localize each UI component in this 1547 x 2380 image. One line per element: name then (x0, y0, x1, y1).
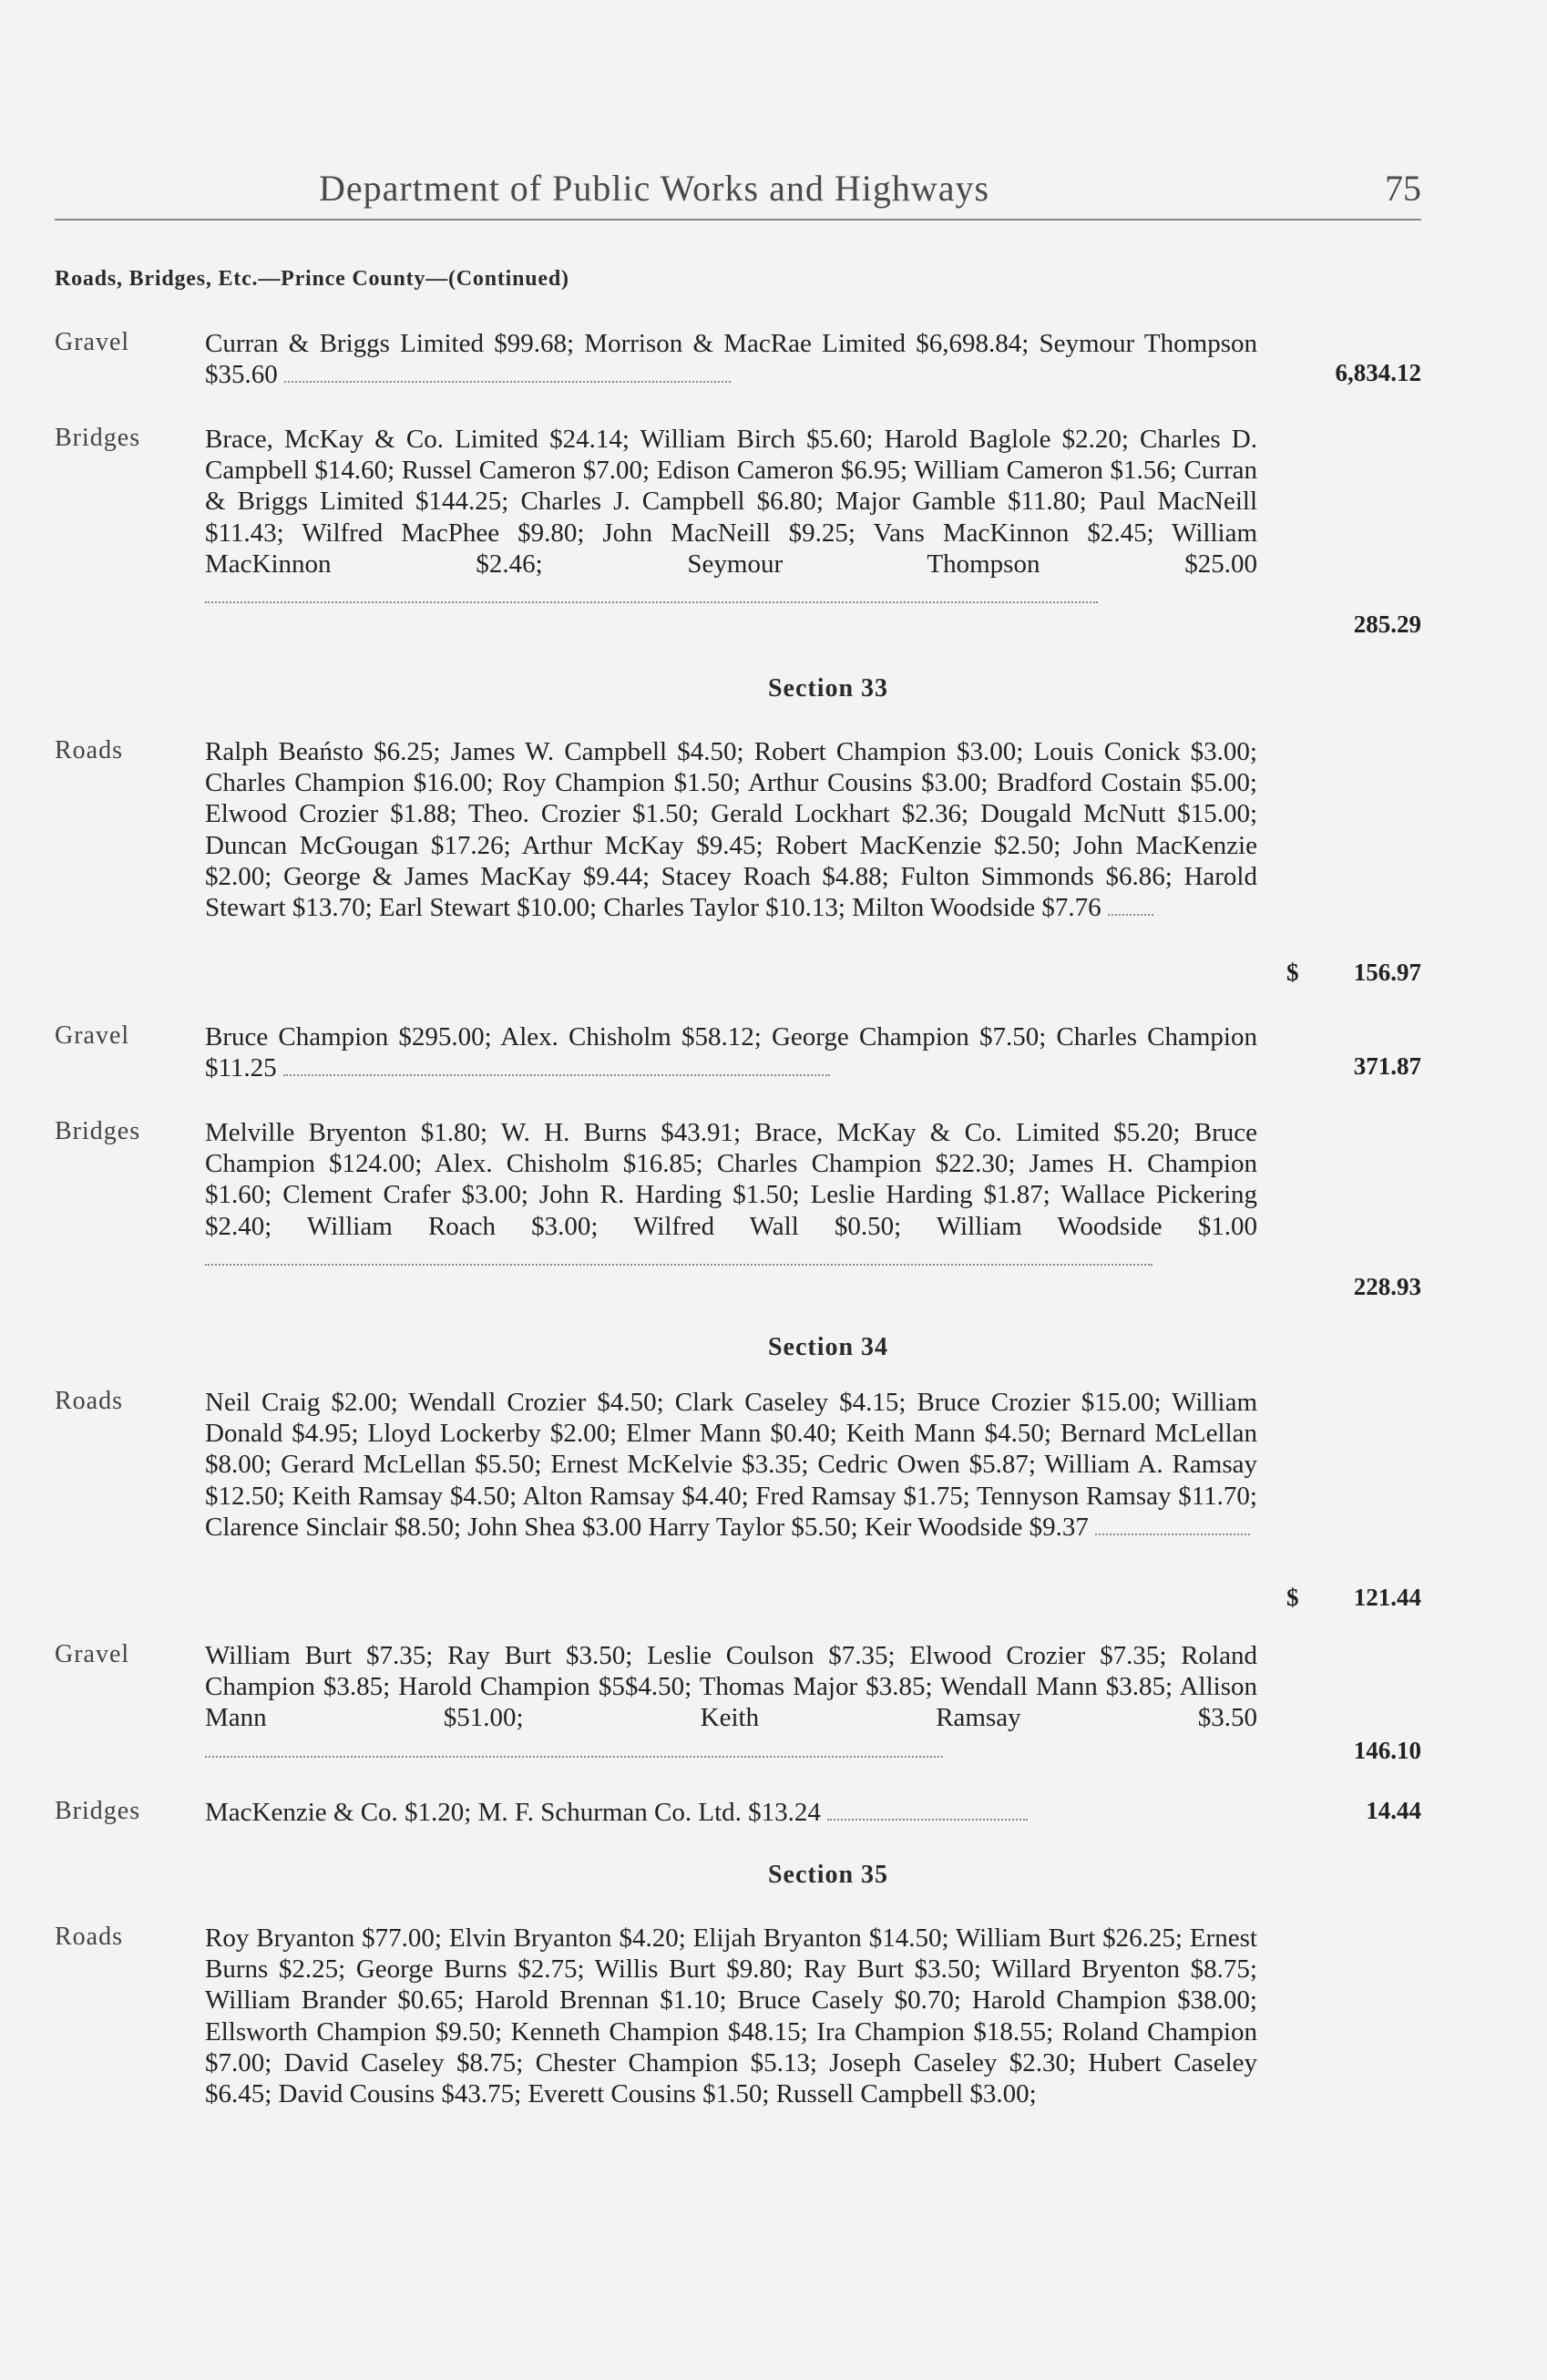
entry-payees (205, 1797, 1257, 1828)
entry-payees-text: Melville Bryenton $1.80; W. H. Burns $43.91; Brace, McKay & Co. Limited $5.20; Bruce Champion $124.00; Alex. Chisholm $16.85; Charles Champion $22.30; James H. Champion $1.60; Clement Crafer $3.00; John R. Harding $1.50; Leslie Harding $1.87; Wallace Pickering $2.40; William Roach $3.00; Wilfred Wall $0.50; William Woodside $1.00 (205, 1118, 1257, 1241)
dot-leader (1095, 1528, 1250, 1535)
entry-amount: 228.93 (1353, 1273, 1421, 1300)
entry-payees-text: Bruce Champion $295.00; Alex. Chisholm $58.12; George Champion $7.50; Charles Champion $11.25 (205, 1022, 1257, 1083)
entry-category: Gravel (55, 1021, 130, 1050)
entry-amount: 285.29 (1353, 610, 1421, 638)
entry-payees-text: Neil Craig $2.00; Wendall Crozier $4.50; Clark Caseley $4.15; Bruce Crozier $15.00; William Donald $4.95; Lloyd Lockerby $2.00; Elmer Mann $0.40; Keith Mann $4.50; Bernard McLellan $8.00; Gerard McLellan $5.50; Ernest McKelvie $3.35; Cedric Owen $5.87; William A. Ramsay $12.50; Keith Ramsay $4.50; Alton Ramsay $4.40; Fred Ramsay $1.75; Tennyson Ramsay $11.70; Clarence Sinclair $8.50; John Shea $3.00 Harry Taylor $5.50; Keir Woodside $9.37 (205, 1388, 1257, 1542)
entry-payees (205, 424, 1257, 610)
entry-amount: 6,834.12 (1335, 359, 1421, 386)
page-number: 75 (1385, 168, 1421, 209)
dot-leader (205, 1258, 1153, 1266)
entry-category: Bridges (55, 1117, 141, 1145)
entry-payees-text: Curran & Briggs Limited $99.68; Morrison & MacRae Limited $6,698.84; Seymour Thompson $35.60 (205, 329, 1257, 390)
dot-leader (284, 375, 731, 383)
entry-category: Bridges (55, 1797, 141, 1825)
entry-category: Gravel (55, 1640, 130, 1668)
section-heading-text: Section 35 (767, 1861, 889, 1889)
dot-leader (827, 1813, 1028, 1821)
section-heading-text: Section 33 (767, 674, 889, 703)
section-heading (0, 674, 1547, 703)
continued-heading: Roads, Bridges, Etc.—Prince County—(Continued) (55, 267, 569, 291)
entry-category: Roads (55, 1923, 123, 1951)
entry-category: Roads (55, 1387, 123, 1415)
entry-payees (205, 1923, 1257, 2109)
entry-payees-text: Ralph Beaństo $6.25; James W. Campbell $4.50; Robert Champion $3.00; Louis Conick $3.00; Charles Champion $16.00; Roy Champion $1.50; Arthur Cousins $3.00; Bradford Costain $5.00; Elwood Crozier $1.88; Theo. Crozier $1.50; Gerald Lockhart $2.36; Dougald McNutt $15.00; Duncan McGougan $17.26; Arthur McKay $9.45; Robert MacKenzie $2.50; John MacKenzie $2.00; George & James MacKay $9.44; Stacey Roach $4.88; Fulton Simmonds $6.86; Harold Stewart $13.70; Earl Stewart $10.00; Charles Taylor $10.13; Milton Woodside $7.76 (205, 737, 1257, 923)
entry-amount: 121.44 (1353, 1584, 1421, 1611)
page-header-title: Department of Public Works and Highways (319, 168, 990, 209)
section-heading-text: Section 34 (767, 1333, 889, 1361)
dollar-sign: $ (1286, 1584, 1299, 1611)
entry-payees-text: Roy Bryanton $77.00; Elvin Bryanton $4.20; Elijah Bryanton $14.50; William Burt $26.25; Ernest Burns $2.25; George Burns $2.75; Willis Burt $9.80; Ray Burt $3.50; Willard Bryenton $8.75; William Brander $0.65; Harold Brennan $1.10; Bruce Casely $0.70; Harold Champion $38.00; Ellsworth Champion $9.50; Kenneth Champion $48.15; Ira Champion $18.55; Roland Champion $7.00; David Caseley $8.75; Chester Champion $5.13; Joseph Caseley $2.30; Hubert Caseley $6.45; David Cousins $43.75; Everett Cousins $1.50; Russell Campbell $3.00; (205, 1923, 1257, 2109)
entry-payees (205, 736, 1257, 923)
entry-payees (205, 1640, 1257, 1765)
entry-payees (205, 1021, 1257, 1083)
dot-leader (283, 1069, 830, 1076)
entry-amount: 146.10 (1353, 1737, 1421, 1764)
entry-category: Bridges (55, 424, 141, 452)
dot-leader (205, 1750, 943, 1758)
entry-amount: 14.44 (1366, 1797, 1421, 1824)
entry-amount: 156.97 (1353, 959, 1421, 986)
running-head (55, 167, 1421, 212)
entry-category: Roads (55, 736, 123, 764)
entry-payees-text: MacKenzie & Co. $1.20; M. F. Schurman Co. Ltd. $13.24 (205, 1798, 821, 1827)
section-heading (0, 1333, 1547, 1362)
dot-leader (1108, 908, 1153, 916)
entry-payees (205, 1387, 1257, 1543)
section-heading (0, 1861, 1547, 1890)
entry-payees (205, 1117, 1257, 1273)
dollar-sign: $ (1286, 959, 1299, 986)
entry-payees-text: William Burt $7.35; Ray Burt $3.50; Leslie Coulson $7.35; Elwood Crozier $7.35; Roland Champion $3.85; Harold Champion $5$4.50; Thomas Major $3.85; Wendall Mann $3.85; Allison Mann $51.00; Keith Ramsay $3.50 (205, 1641, 1257, 1733)
entry-payees-text: Brace, McKay & Co. Limited $24.14; William Birch $5.60; Harold Baglole $2.20; Charles D. Campbell $14.60; Russel Cameron $7.00; Edison Cameron $6.95; William Cameron $1.56; Curran & Briggs Limited $144.25; Charles J. Campbell $6.80; Major Gamble $11.80; Paul MacNeill $11.43; Wilfred MacPhee $9.80; John MacNeill $9.25; Vans MacKinnon $2.45; William MacKinnon $2.46; Seymour Thompson $25.00 (205, 425, 1257, 579)
header-rule (55, 219, 1421, 221)
entry-amount: 371.87 (1353, 1052, 1421, 1080)
dot-leader (205, 596, 1098, 603)
entry-payees (205, 328, 1257, 390)
entry-category: Gravel (55, 328, 130, 356)
